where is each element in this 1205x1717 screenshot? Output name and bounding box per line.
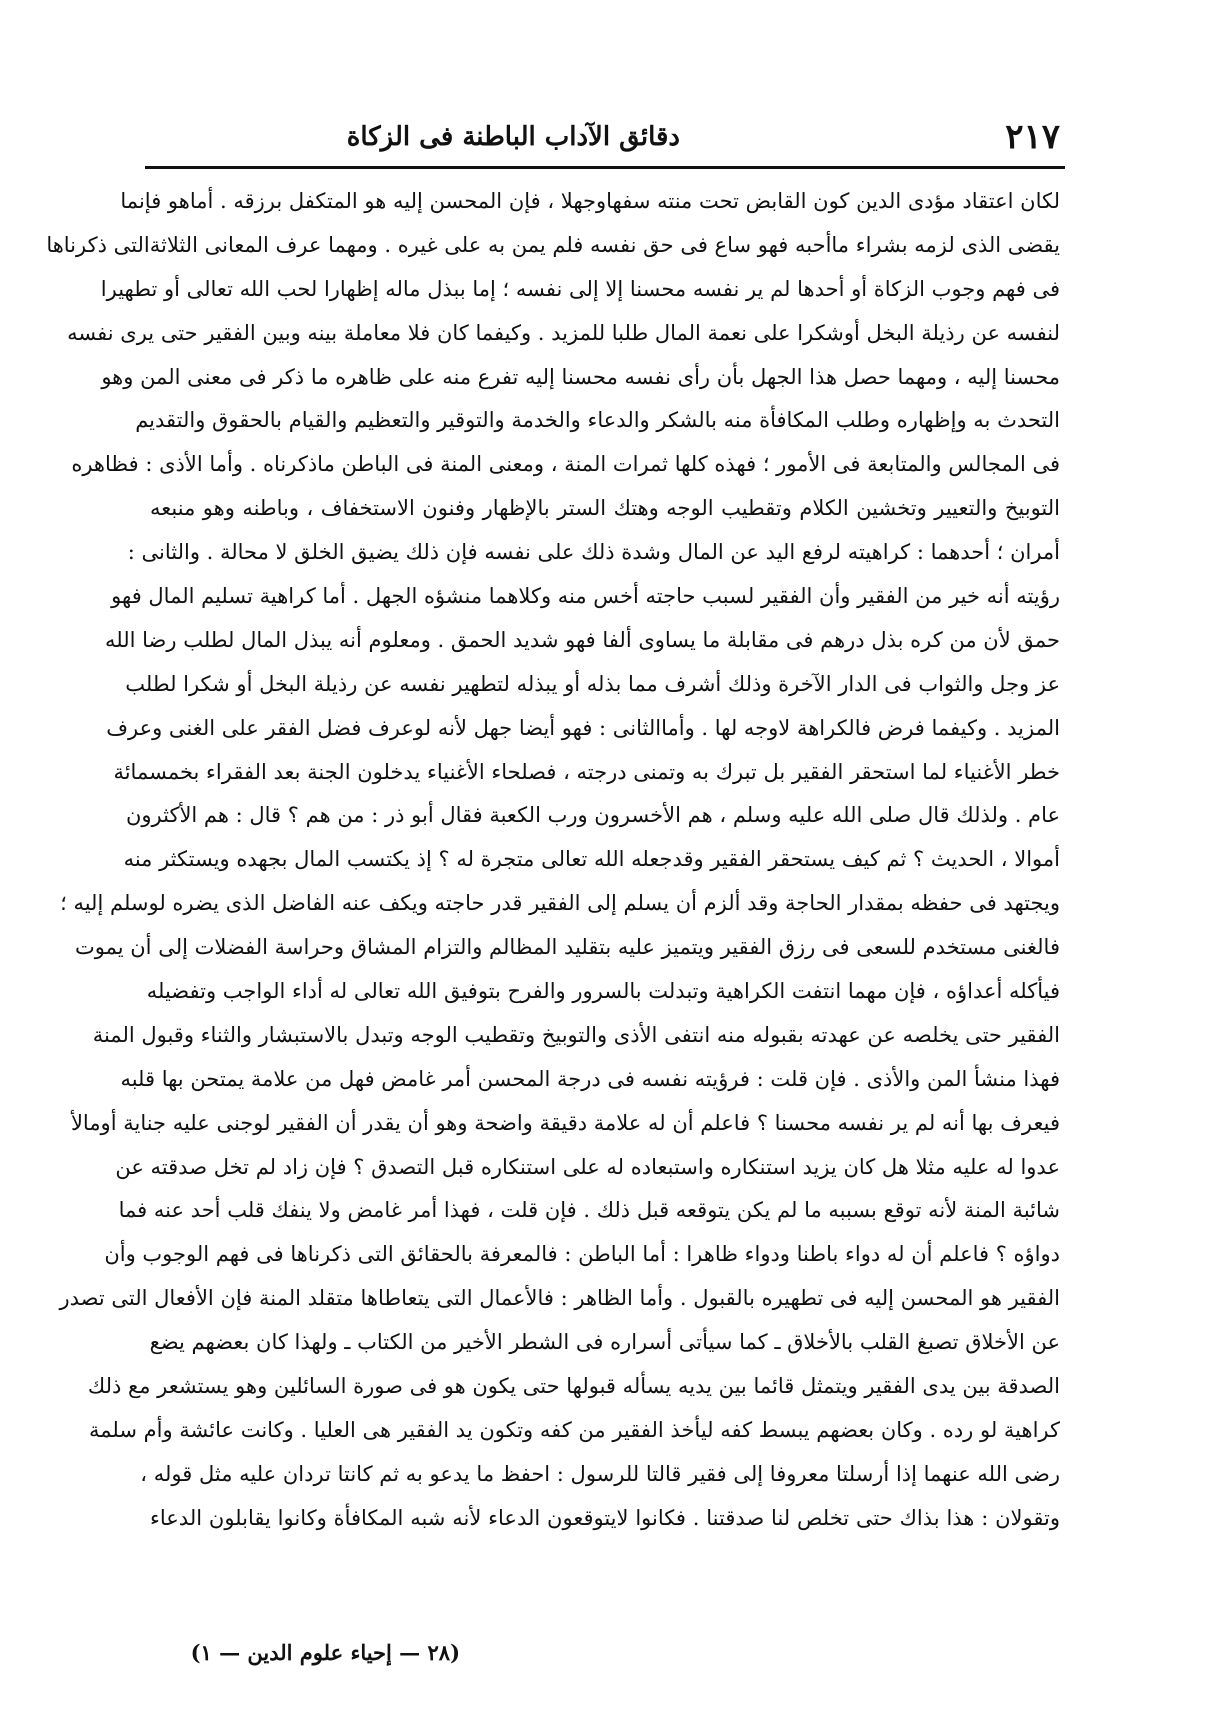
text-line: حمق لأن من كره بذل درهم فى مقابلة ما يساوى ألفا فهو شديد الحمق . ومعلوم أنه يبذل المال لطلب رضا الله (105, 627, 1060, 652)
text-line: أمران ؛ أحدهما : كراهيته لرفع اليد عن المال وشدة ذلك على نفسه فإن ذلك يضيق الخلق لا محالة . والثانى : (127, 540, 1060, 565)
text-line: فالغنى مستخدم للسعى فى رزق الفقير ويتميز عليه بتقليد المظالم والتزام المشاق وحراسة الفضلات إلى أن يموت (74, 935, 1060, 960)
text-line: المزيد . وكيفما فرض فالكراهة لاوجه لها . وأماالثانى : فهو أيضا جهل لأنه لوعرف فضل الفقر على الغنى وعرف (106, 715, 1060, 740)
text-line: أموالا ، الحديث ؟ ثم كيف يستحقر الفقير وقدجعله الله تعالى متجرة له ؟ إذ يكتسب المال بجهده ويستكثر منه (123, 847, 1060, 872)
page-header (150, 112, 1060, 162)
text-line: فى فهم وجوب الزكاة أو أحدها لم ير نفسه محسنا إلا إلى نفسه ؛ إما ببذل ماله إظهارا لحب الله تعالى أو تطهيرا (100, 276, 1060, 301)
text-line: عام . ولذلك قال صلى الله عليه وسلم ، هم الأخسرون ورب الكعبة فقال أبو ذر : من هم ؟ قال : هم الأكثرون (125, 803, 1060, 828)
text-line: الفقير هو المحسن إليه فى تطهيره بالقبول . وأما الظاهر : فالأعمال التى يتعاطاها متقلد المنة فإن الأفعال التى تصدر (59, 1286, 1060, 1311)
text-line: عز وجل والثواب فى الدار الآخرة وذلك أشرف مما بذله أو يبذله لتطهير نفسه عن رذيلة البخل أو شكرا لطلب (125, 671, 1060, 696)
text-line: التوبيخ والتعيير وتخشين الكلام وتقطيب الوجه وهتك الستر بالإظهار وفنون الاستخفاف ، وباطنه وهو منبعه (150, 496, 1060, 521)
text-line: محسنا إليه ، ومهما حصل هذا الجهل بأن رأى نفسه محسنا إليه تفرع منه على ظاهره ما ذكر فى معنى المن وهو (101, 364, 1060, 389)
text-line: التحدث به وإظهاره وطلب المكافأة منه بالشكر والدعاء والخدمة والتوقير والتعظيم والقيام بالحقوق والتقديم (135, 408, 1060, 433)
text-line: خطر الأغنياء لما استحقر الفقير بل تبرك به وتمنى درجته ، فصلحاء الأغنياء يدخلون الجنة بعد الفقراء بخمسمائة (113, 759, 1060, 784)
text-line: لنفسه عن رذيلة البخل أوشكرا على نعمة المال طلبا للمزيد . وكيفما كان فلا معاملة بينه وبين الفقير حتى يرى نفسه (67, 320, 1060, 345)
text-line: ويجتهد فى حفظه بمقدار الحاجة وقد ألزم أن يسلم إلى الفقير قدر حاجته ويكف عنه الفاضل الذى يضره لوسلم إليه ؛ (60, 891, 1060, 916)
body-text (46, 180, 1060, 1541)
signature-mark: (٢٨ — إحياء علوم الدين — ١) (190, 1640, 460, 1665)
text-line: كراهية لو رده . وكان بعضهم يبسط كفه ليأخذ الفقير من كفه وتكون يد الفقير هى العليا . وكانت عائشة وأم سلمة (89, 1417, 1060, 1442)
text-line: دواؤه ؟ فاعلم أن له دواء باطنا ودواء ظاهرا : أما الباطن : فالمعرفة بالحقائق التى ذكرناها فى فهم الوجوب وأن (104, 1242, 1060, 1267)
header-rule (145, 166, 1065, 169)
text-line: رضى الله عنهما إذا أرسلتا معروفا إلى فقير قالتا للرسول : احفظ ما يدعو به ثم كانتا تردان عليه مثل قوله ، (140, 1461, 1060, 1486)
text-line: شائبة المنة لأنه توقع بسببه ما لم يكن يتوقعه قبل ذلك . فإن قلت ، فهذا أمر غامض ولا ينفك قلب أحد عنه فما (118, 1198, 1060, 1223)
text-line: عدوا له عليه مثلا هل كان يزيد استنكاره واستبعاده له على استنكاره قبل التصدق ؟ فإن زاد لم تخل صدقته عن (115, 1154, 1060, 1179)
text-line: فيعرف بها أنه لم ير نفسه محسنا ؟ فاعلم أن له علامة دقيقة واضحة وهو أن يقدر أن الفقير لوجنى عليه جناية أومالأ (70, 1110, 1060, 1135)
text-line: الفقير حتى يخلصه عن عهدته بقبوله منه انتفى الأذى والتوبيخ وتقطيب الوجه وتبدل بالاستبشار والثناء وقبول المنة (92, 1022, 1060, 1047)
page-number: ٢١٧ (1005, 117, 1060, 157)
text-line: وتقولان : هذا بذاك حتى تخلص لنا صدقتنا . فكانوا لايتوقعون الدعاء لأنه شبه المكافأة وكانوا يقابلون الدعاء (150, 1505, 1060, 1530)
text-line: رؤيته أنه خير من الفقير وأن الفقير لسبب حاجته أخس منه وكلاهما منشؤه الجهل . أما كراهية تسليم المال فهو (111, 584, 1060, 609)
text-line: فيأكله أعداؤه ، فإن مهما انتفت الكراهية وتبدلت بالسرور والفرح بتوفيق الله تعالى له أداء الواجب وتفضيله (146, 979, 1060, 1004)
text-line: عن الأخلاق تصبغ القلب بالأخلاق ـ كما سيأتى أسراره فى الشطر الأخير من الكتاب ـ ولهذا كان بعضهم يضع (149, 1330, 1060, 1355)
text-line: الصدقة بين يدى الفقير ويتمثل قائما بين يديه يسأله قبولها حتى يكون هو فى صورة السائلين وهو يستشعر مع ذلك (87, 1374, 1060, 1399)
text-line: لكان اعتقاد مؤدى الدين كون القابض تحت منته سفهاوجهلا ، فإن المحسن إليه هو المتكفل برزقه . أماهو فإنما (120, 189, 1060, 213)
text-line: يقضى الذى لزمه بشراء ماأحبه فهو ساع فى حق نفسه فلم يمن به على غيره . ومهما عرف المعانى الثلاثةالتى ذكرناها (46, 232, 1060, 257)
text-line: فى المجالس والمتابعة فى الأمور ؛ فهذه كلها ثمرات المنة ، ومعنى المنة فى الباطن ماذكرناه . وأما الأذى : فظاهره (71, 452, 1060, 477)
text-line: فهذا منشأ المن والأذى . فإن قلت : فرؤيته نفسه فى درجة المحسن أمر غامض فهل من علامة يمتحن بها قلبه (120, 1066, 1060, 1091)
running-title: دقائق الآداب الباطنة فى الزكاة (346, 122, 680, 152)
